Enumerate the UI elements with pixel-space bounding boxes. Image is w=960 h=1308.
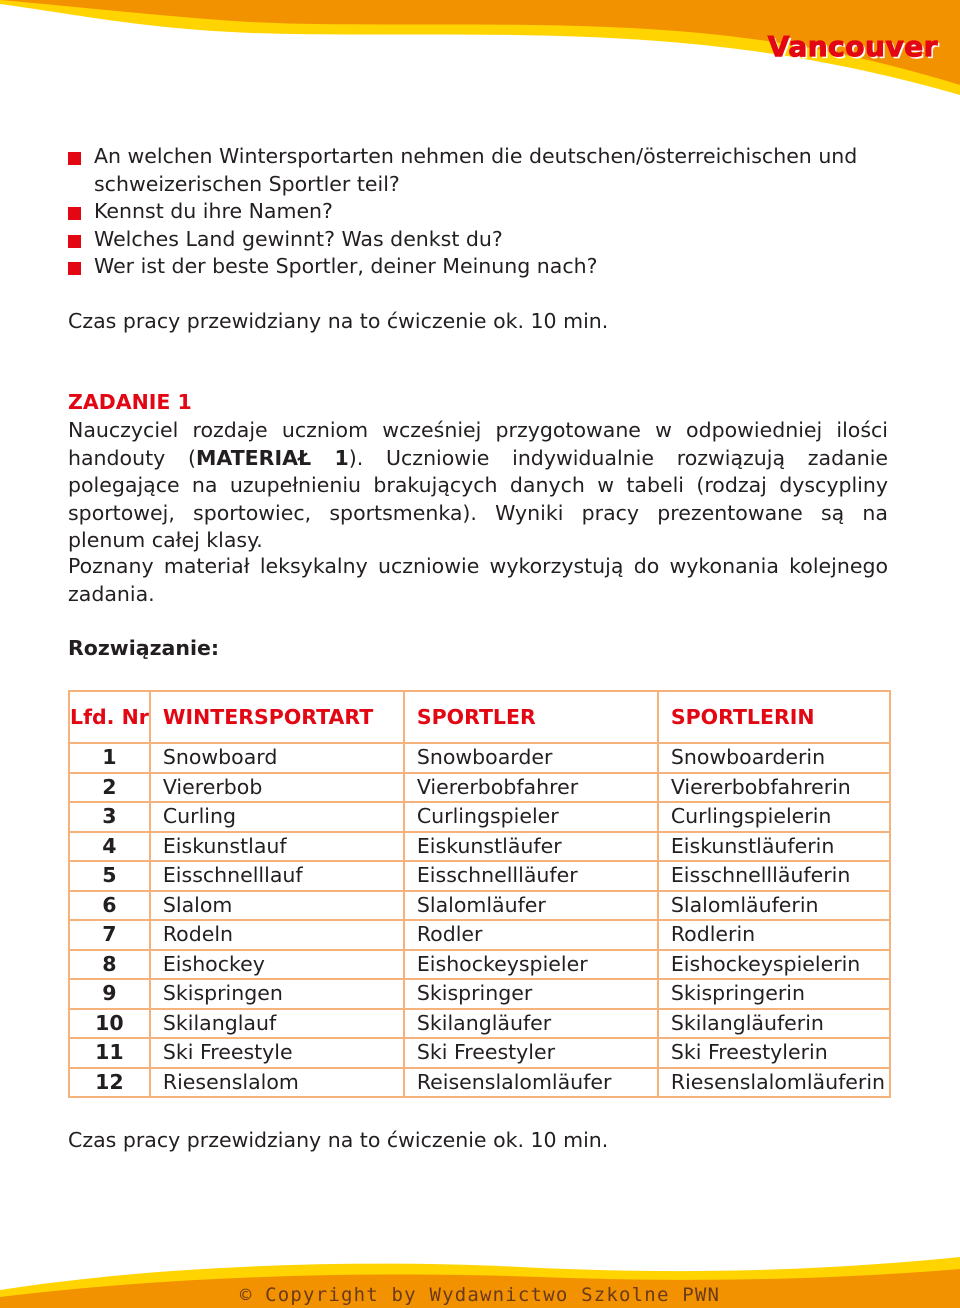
table-row [69, 1068, 890, 1098]
copyright-footer: © Copyright by Wydawnictwo Szkolne PWN [239, 1284, 721, 1306]
row-number: 4 [69, 832, 150, 862]
cell-sportlerin: Slalomläuferin [658, 891, 890, 921]
cell-wintersportart: Curling [150, 802, 404, 832]
table-row [69, 802, 890, 832]
cell-sportlerin: Rodlerin [658, 920, 890, 950]
question-list [68, 143, 908, 281]
cell-wintersportart: Slalom [150, 891, 404, 921]
table-row [69, 861, 890, 891]
task-followup: Poznany materiał leksykalny uczniowie wykorzystują do wykonania kolejnego zadania. [68, 554, 888, 606]
table-row [69, 832, 890, 862]
time-note: Czas pracy przewidziany na to ćwiczenie ok. 10 min. [68, 309, 609, 333]
brand-logo: Vancouver [767, 30, 938, 63]
cell-sportler: Snowboarder [404, 743, 658, 773]
cell-sportlerin: Curlingspielerin [658, 802, 890, 832]
row-number: 7 [69, 920, 150, 950]
row-number: 9 [69, 979, 150, 1009]
cell-sportlerin: Eishockeyspielerin [658, 950, 890, 980]
cell-sportler: Skilangläufer [404, 1009, 658, 1039]
header-sportlerin: SPORTLERIN [658, 691, 890, 743]
table-row [69, 1038, 890, 1068]
solution-table [68, 690, 891, 1098]
cell-sportlerin: Skispringerin [658, 979, 890, 1009]
cell-sportler: Eishockeyspieler [404, 950, 658, 980]
bullet-square-icon [68, 262, 81, 275]
cell-wintersportart: Eisschnelllauf [150, 861, 404, 891]
row-number: 10 [69, 1009, 150, 1039]
table-row [69, 920, 890, 950]
table-row [69, 950, 890, 980]
cell-sportler: Ski Freestyler [404, 1038, 658, 1068]
list-item: Wer ist der beste Sportler, deiner Meinung nach? [68, 253, 908, 281]
row-number: 6 [69, 891, 150, 921]
cell-sportlerin: Eisschnellläuferin [658, 861, 890, 891]
cell-wintersportart: Snowboard [150, 743, 404, 773]
cell-sportler: Curlingspieler [404, 802, 658, 832]
bullet-square-icon [68, 235, 81, 248]
task-description: Nauczyciel rozdaje uczniom wcześniej przygotowane w odpowiedniej ilości handouty (MATERIAŁ 1). Uczniowie indywidualnie rozwiązują zadanie polegające na uzupełnieniu brakujących danych w tabeli (rodzaj dyscypliny sportowej, sportowiec, sportsmenka). Wyniki pracy prezentowane są na plenum całej klasy. [68, 418, 888, 552]
row-number: 2 [69, 773, 150, 803]
cell-sportler: Slalomläufer [404, 891, 658, 921]
cell-sportlerin: Viererbobfahrerin [658, 773, 890, 803]
time-note: Czas pracy przewidziany na to ćwiczenie ok. 10 min. [68, 1128, 609, 1152]
task-title: ZADANIE 1 [68, 390, 192, 414]
cell-wintersportart: Viererbob [150, 773, 404, 803]
row-number: 12 [69, 1068, 150, 1098]
cell-wintersportart: Skispringen [150, 979, 404, 1009]
table-header-row [69, 691, 890, 743]
table-row [69, 979, 890, 1009]
header-nr: Lfd. Nr [69, 691, 150, 743]
bullet-square-icon [68, 152, 81, 165]
cell-sportlerin: Skilangläuferin [658, 1009, 890, 1039]
cell-sportlerin: Riesenslalomläuferin [658, 1068, 890, 1098]
cell-wintersportart: Riesenslalom [150, 1068, 404, 1098]
cell-wintersportart: Eiskunstlauf [150, 832, 404, 862]
list-item: An welchen Wintersportarten nehmen die deutschen/österreichischen und schweizerischen Sportler teil? [68, 143, 908, 198]
cell-sportlerin: Eiskunstläuferin [658, 832, 890, 862]
cell-sportler: Rodler [404, 920, 658, 950]
table-row [69, 1009, 890, 1039]
table-row [69, 743, 890, 773]
cell-sportler: Eisschnellläufer [404, 861, 658, 891]
header-wintersportart: WINTERSPORTART [150, 691, 404, 743]
row-number: 5 [69, 861, 150, 891]
cell-sportlerin: Ski Freestylerin [658, 1038, 890, 1068]
row-number: 3 [69, 802, 150, 832]
cell-sportler: Reisenslalomläufer [404, 1068, 658, 1098]
cell-sportler: Skispringer [404, 979, 658, 1009]
cell-sportlerin: Snowboarderin [658, 743, 890, 773]
bullet-square-icon [68, 207, 81, 220]
header-sportler: SPORTLER [404, 691, 658, 743]
table-row [69, 773, 890, 803]
row-number: 11 [69, 1038, 150, 1068]
cell-wintersportart: Ski Freestyle [150, 1038, 404, 1068]
cell-sportler: Viererbobfahrer [404, 773, 658, 803]
solution-label: Rozwiązanie: [68, 636, 220, 660]
list-item: Kennst du ihre Namen? [68, 198, 908, 226]
cell-wintersportart: Eishockey [150, 950, 404, 980]
table-row [69, 891, 890, 921]
material-reference: MATERIAŁ 1 [196, 445, 349, 470]
row-number: 1 [69, 743, 150, 773]
cell-wintersportart: Skilanglauf [150, 1009, 404, 1039]
cell-wintersportart: Rodeln [150, 920, 404, 950]
list-item: Welches Land gewinnt? Was denkst du? [68, 226, 908, 254]
cell-sportler: Eiskunstläufer [404, 832, 658, 862]
row-number: 8 [69, 950, 150, 980]
